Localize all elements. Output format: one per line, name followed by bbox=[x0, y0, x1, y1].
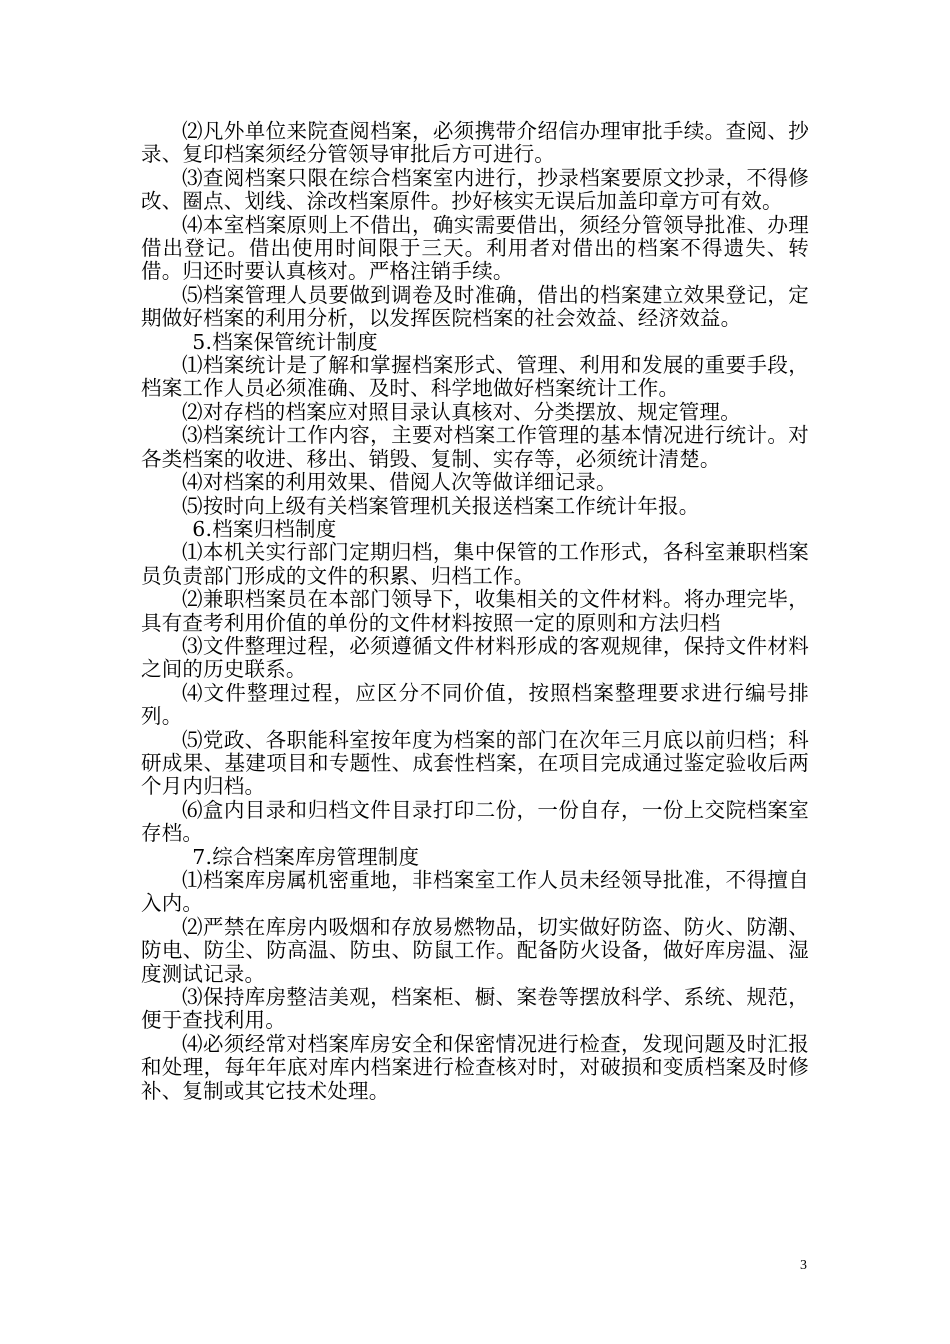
paragraph-6-3: ⑶文件整理过程，必须遵循文件材料形成的客观规律，保持文件材料之间的历史联系。 bbox=[141, 633, 809, 682]
paragraph-2-4-4: ⑷本室档案原则上不借出，确实需要借出，须经分管领导批准、办理借出登记。借出使用时间限于三天。利用者对借出的档案不得遗失、转借。归还时要认真核对。严格注销手续。 bbox=[141, 212, 809, 284]
paragraph-5-1: ⑴档案统计是了解和掌握档案形式、管理、利用和发展的重要手段，档案工作人员必须准确、及时、科学地做好档案统计工作。 bbox=[141, 353, 809, 401]
paragraph-6-2: ⑵兼职档案员在本部门领导下，收集相关的文件材料。将办理完毕，具有查考利用价值的单份的文件材料按照一定的原则和方法归档 bbox=[141, 587, 809, 635]
page-number: 3 bbox=[800, 1258, 807, 1273]
paragraph-5-4: ⑷对档案的利用效果、借阅人次等做详细记录。 bbox=[182, 470, 617, 495]
paragraph-5-5: ⑸按时向上级有关档案管理机关报送档案工作统计年报。 bbox=[182, 493, 700, 518]
paragraph-6-1: ⑴本机关实行部门定期归档，集中保管的工作形式，各科室兼职档案员负责部门形成的文件的积累、归档工作。 bbox=[141, 540, 809, 588]
paragraph-6-4: ⑷文件整理过程，应区分不同价值，按照档案整理要求进行编号排列。 bbox=[141, 680, 809, 729]
section-heading-6: 6.档案归档制度 bbox=[192, 516, 337, 541]
paragraph-2-4-3: ⑶查阅档案只限在综合档案室内进行，抄录档案要原文抄录，不得修改、圈点、划线、涂改档案原件。抄好核实无误后加盖印章方可有效。 bbox=[141, 165, 809, 214]
paragraph-7-2: ⑵严禁在库房内吸烟和存放易燃物品，切实做好防盗、防火、防潮、防电、防尘、防高温、防虫、防鼠工作。配备防火设备，做好库房温、湿度测试记录。 bbox=[141, 914, 809, 986]
paragraph-6-5: ⑸党政、各职能科室按年度为档案的部门在次年三月底以前归档；科研成果、基建项目和专题性、成套性档案，在项目完成通过鉴定验收后两个月内归档。 bbox=[141, 727, 809, 799]
paragraph-6-6: ⑹盒内目录和归档文件目录打印二份，一份自存，一份上交院档案室存档。 bbox=[141, 797, 809, 846]
paragraph-7-3: ⑶保持库房整洁美观，档案柜、橱、案卷等摆放科学、系统、规范，便于查找利用。 bbox=[141, 985, 809, 1033]
paragraph-2-4-2: ⑵凡外单位来院查阅档案，必须携带介绍信办理审批手续。查阅、抄录、复印档案须经分管领导审批后方可进行。 bbox=[141, 119, 809, 167]
paragraph-2-4-5: ⑸档案管理人员要做到调卷及时准确，借出的档案建立效果登记，定期做好档案的利用分析，以发挥医院档案的社会效益、经济效益。 bbox=[141, 282, 809, 331]
paragraph-7-1: ⑴档案库房属机密重地，非档案室工作人员未经领导批准，不得擅自入内。 bbox=[141, 868, 809, 916]
paragraph-7-4: ⑷必须经常对档案库房安全和保密情况进行检查，发现问题及时汇报和处理，每年年底对库内档案进行检查核对时，对破损和变质档案及时修补、复制或其它技术处理。 bbox=[141, 1031, 809, 1103]
paragraph-5-3: ⑶档案统计工作内容，主要对档案工作管理的基本情况进行统计。对各类档案的收进、移出、销毁、复制、实存等，必须统计清楚。 bbox=[141, 423, 809, 471]
document-body bbox=[141, 120, 809, 1103]
paragraph-5-2: ⑵对存档的档案应对照目录认真核对、分类摆放、规定管理。 bbox=[182, 399, 741, 424]
section-heading-7: 7.综合档案库房管理制度 bbox=[192, 844, 420, 869]
section-heading-5: 5.档案保管统计制度 bbox=[192, 329, 378, 354]
